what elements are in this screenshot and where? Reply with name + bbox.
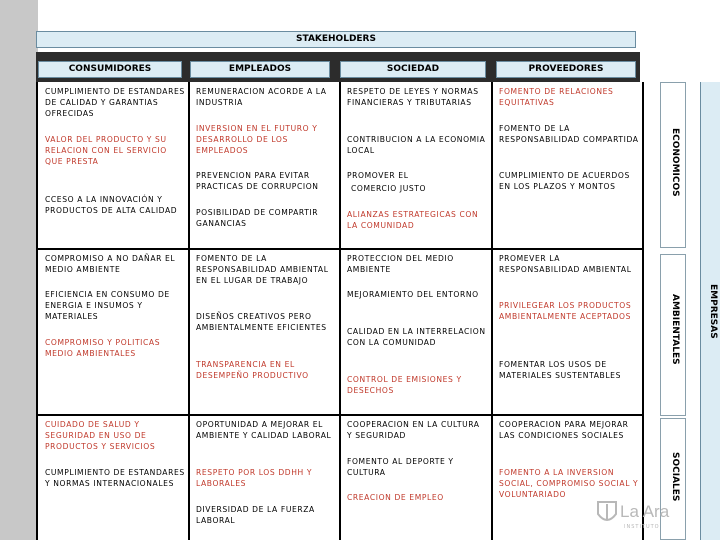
col-header-sociedad: SOCIEDAD bbox=[340, 61, 486, 78]
item-text: CONTRIBUCION A LA ECONOMIA LOCAL bbox=[347, 135, 486, 155]
item-text: FOMENTO DE LA RESPONSABILIDAD AMBIENTAL EN EL LUGAR DE TRABAJO bbox=[196, 254, 329, 285]
item-text: FOMENTO DE RELACIONES EQUITATIVAS bbox=[499, 87, 614, 107]
item-text: COMERCIO JUSTO bbox=[351, 184, 427, 193]
item-text: VALOR DEL PRODUCTO Y SU RELACION CON EL SERVICIO QUE PRESTA bbox=[45, 135, 167, 166]
item-text: CCESO A LA INNOVACIÓN Y PRODUCTOS DE ALTA CALIDAD bbox=[45, 195, 178, 215]
col-header-consumidores: CONSUMIDORES bbox=[38, 61, 182, 78]
item-text: EFICIENCIA EN CONSUMO DE ENERGIA E INSUMOS Y MATERIALES bbox=[45, 290, 170, 321]
logo-text: La Ara bbox=[620, 502, 670, 521]
item-text: COOPERACION EN LA CULTURA Y SEGURIDAD bbox=[347, 420, 480, 440]
item-text: CUMPLIMIENTO DE ESTANDARES DE CALIDAD Y GARANTIAS OFRECIDAS bbox=[45, 87, 185, 118]
item-text: COMPROMISO A NO DAÑAR EL MEDIO AMBIENTE bbox=[45, 254, 176, 274]
item-text: PROTECCION DEL MEDIO AMBIENTE bbox=[347, 254, 454, 274]
item-text: INVERSION EN EL FUTURO Y DESARROLLO DE LOS EMPLEADOS bbox=[196, 124, 318, 155]
side-label-sociales: SOCIALES bbox=[670, 452, 680, 502]
logo-subtext: INSTITUTO bbox=[624, 524, 660, 530]
item-text: POSIBILIDAD DE COMPARTIR GANANCIAS bbox=[196, 208, 319, 228]
item-text: DISEÑOS CREATIVOS PERO AMBIENTALMENTE EFICIENTES bbox=[196, 312, 327, 332]
item-text: CUMPLIMIENTO DE ESTANDARES Y NORMAS INTERNACIONALES bbox=[45, 468, 185, 488]
item-text: FOMENTAR LOS USOS DE MATERIALES SUSTENTABLES bbox=[499, 360, 621, 380]
side-label-empresas: EMPRESAS bbox=[708, 284, 718, 339]
item-text: RESPETO POR LOS DDHH Y LABORALES bbox=[196, 468, 313, 488]
col-header-proveedores: PROVEEDORES bbox=[496, 61, 636, 78]
stakeholders-title: STAKEHOLDERS bbox=[36, 31, 636, 48]
item-text: CONTROL DE EMISIONES Y DESECHOS bbox=[347, 375, 462, 395]
item-text: PRIVILEGEAR LOS PRODUCTOS AMBIENTALMENTE ACEPTADOS bbox=[499, 301, 632, 321]
item-text: FOMENTO A LA INVERSION SOCIAL, COMPROMISO SOCIAL Y VOLUNTARIADO bbox=[499, 468, 639, 499]
side-label-economicos: ECONOMICOS bbox=[670, 128, 680, 197]
col-header-empleados: EMPLEADOS bbox=[190, 61, 330, 78]
item-text: PROMEVER LA RESPONSABILIDAD AMBIENTAL bbox=[499, 254, 632, 274]
item-text: PROMOVER EL bbox=[347, 171, 409, 180]
item-text: COMPROMISO Y POLITICAS MEDIO AMBIENTALES bbox=[45, 338, 161, 358]
item-text: CALIDAD EN LA INTERRELACION CON LA COMUNIDAD bbox=[347, 327, 486, 347]
item-text: PREVENCION PARA EVITAR PRACTICAS DE CORRUPCION bbox=[196, 171, 319, 191]
institute-logo bbox=[594, 496, 720, 536]
item-text: CREACION DE EMPLEO bbox=[347, 493, 444, 502]
shield-icon bbox=[596, 500, 618, 526]
item-text: ALIANZAS ESTRATEGICAS CON LA COMUNIDAD bbox=[347, 210, 479, 230]
item-text: COOPERACION PARA MEJORAR LAS CONDICIONES SOCIALES bbox=[499, 420, 629, 440]
item-text: CUMPLIMIENTO DE ACUERDOS EN LOS PLAZOS Y MONTOS bbox=[499, 171, 630, 191]
item-text: REMUNERACION ACORDE A LA INDUSTRIA bbox=[196, 87, 327, 107]
item-text: FOMENTO AL DEPORTE Y CULTURA bbox=[347, 457, 454, 477]
item-text: RESPETO DE LEYES Y NORMAS FINANCIERAS Y TRIBUTARIAS bbox=[347, 87, 479, 107]
item-text: FOMENTO DE LA RESPONSABILIDAD COMPARTIDA bbox=[499, 124, 639, 144]
side-label-ambientales: AMBIENTALES bbox=[670, 294, 680, 365]
item-text: CUIDADO DE SALUD Y SEGURIDAD EN USO DE PRODUCTOS Y SERVICIOS bbox=[45, 420, 156, 451]
top-band bbox=[38, 0, 720, 26]
left-band bbox=[0, 0, 38, 540]
item-text: TRANSPARENCIA EN EL DESEMPEÑO PRODUCTIVO bbox=[196, 360, 309, 380]
item-text: OPORTUNIDAD A MEJORAR EL AMBIENTE Y CALIDAD LABORAL bbox=[196, 420, 332, 440]
item-text: DIVERSIDAD DE LA FUERZA LABORAL bbox=[196, 505, 315, 525]
item-text: MEJORAMIENTO DEL ENTORNO bbox=[347, 290, 479, 299]
